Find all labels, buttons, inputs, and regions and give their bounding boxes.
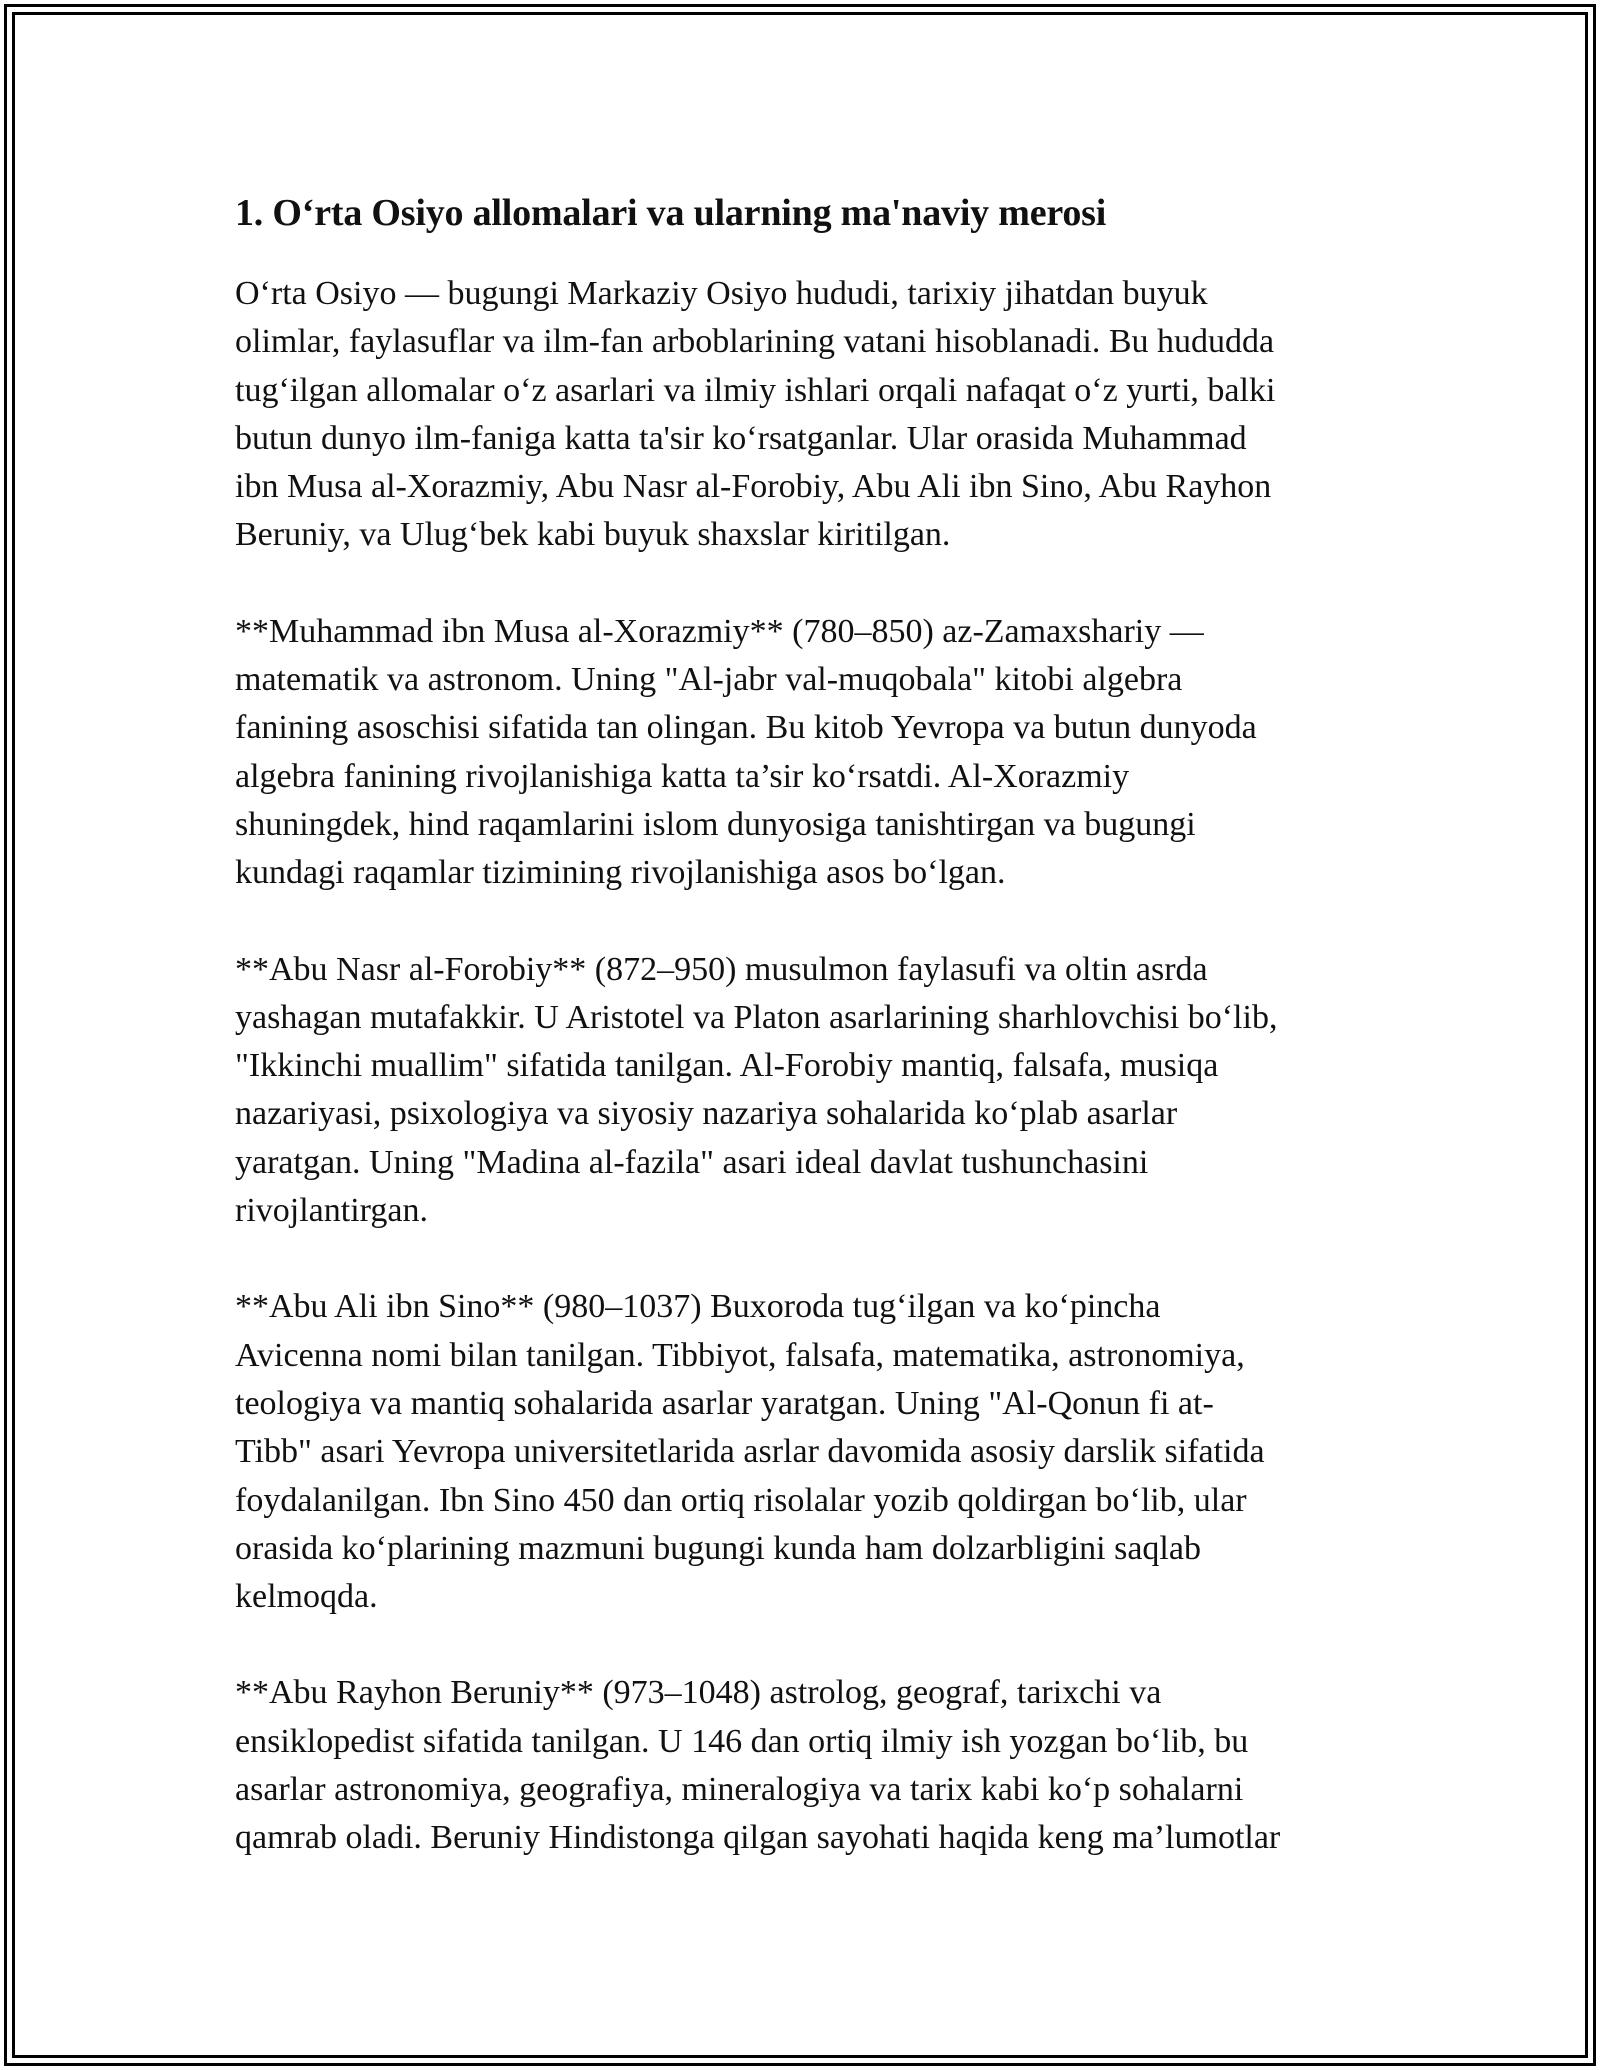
text-line: nazariyasi, psixologiya va siyosiy nazariya sohalarida ko‘plab asarlar bbox=[235, 1095, 1178, 1133]
text-line: ibn Musa al-Xorazmiy, Abu Nasr al-Forobiy, Abu Ali ibn Sino, Abu Rayhon bbox=[235, 468, 1272, 506]
text-line: yashagan mutafakkir. U Aristotel va Platon asarlarining sharhlovchisi bo‘lib, bbox=[235, 998, 1278, 1036]
text-line: teologiya va mantiq sohalarida asarlar yaratgan. Uning "Al-Qonun fi at- bbox=[235, 1384, 1214, 1422]
text-line: yaratgan. Uning "Madina al-fazila" asari ideal davlat tushunchasini bbox=[235, 1143, 1149, 1181]
text-line: **Muhammad ibn Musa al-Xorazmiy** (780–850) az-Zamaxshariy — bbox=[235, 612, 1204, 650]
document-body bbox=[235, 186, 1375, 1911]
text-line: Tibb" asari Yevropa universitetlarida asrlar davomida asosiy darslik sifatida bbox=[235, 1433, 1265, 1471]
text-line: **Abu Nasr al-Forobiy** (872–950) musulmon faylasufi va oltin asrda bbox=[235, 950, 1208, 988]
text-line: **Abu Rayhon Beruniy** (973–1048) astrolog, geograf, tarixchi va bbox=[235, 1674, 1162, 1712]
text-line: tug‘ilgan allomalar o‘z asarlari va ilmiy ishlari orqali nafaqat o‘z yurti, balki bbox=[235, 371, 1276, 409]
text-line: "Ikkinchi muallim" sifatida tanilgan. Al-Forobiy mantiq, falsafa, musiqa bbox=[235, 1047, 1219, 1085]
text-line: Beruniy, va Ulug‘bek kabi buyuk shaxslar kiritilgan. bbox=[235, 516, 951, 554]
text-line: qamrab oladi. Beruniy Hindistonga qilgan sayohati haqida keng ma’lumotlar bbox=[235, 1819, 1281, 1857]
text-line: fanining asoschisi sifatida tan olingan. Bu kitob Yevropa va butun dunyoda bbox=[235, 709, 1257, 747]
text-line: shuningdek, hind raqamlarini islom dunyosiga tanishtirgan va bugungi bbox=[235, 805, 1196, 843]
text-line: butun dunyo ilm-faniga katta ta'sir ko‘rsatganlar. Ular orasida Muhammad bbox=[235, 419, 1247, 457]
text-line: olimlar, faylasuflar va ilm-fan arboblarining vatani hisoblanadi. Bu hududda bbox=[235, 323, 1275, 361]
text-line: kundagi raqamlar tizimining rivojlanishiga asos bo‘lgan. bbox=[235, 854, 1006, 892]
section-heading: 1. O‘rta Osiyo allomalari va ularning ma'naviy merosi bbox=[235, 192, 1107, 234]
text-line: foydalanilgan. Ibn Sino 450 dan ortiq risolalar yozib qoldirgan bo‘lib, ular bbox=[235, 1481, 1247, 1519]
paragraph-beruniy bbox=[235, 1669, 1375, 1862]
text-line: **Abu Ali ibn Sino** (980–1037) Buxoroda tug‘ilgan va ko‘pincha bbox=[235, 1288, 1161, 1326]
text-line: matematik va astronom. Uning "Al-jabr val-muqobala" kitobi algebra bbox=[235, 661, 1183, 699]
text-line: algebra fanining rivojlanishiga katta ta’sir ko‘rsatdi. Al-Xorazmiy bbox=[235, 757, 1130, 795]
paragraph-xorazmiy bbox=[235, 608, 1375, 898]
paragraph-forobiy bbox=[235, 946, 1375, 1236]
text-line: kelmoqda. bbox=[235, 1578, 378, 1616]
text-line: ensiklopedist sifatida tanilgan. U 146 dan ortiq ilmiy ish yozgan bo‘lib, bu bbox=[235, 1722, 1249, 1760]
paragraph-intro bbox=[235, 270, 1375, 560]
text-line: O‘rta Osiyo — bugungi Markaziy Osiyo hududi, tarixiy jihatdan buyuk bbox=[235, 275, 1208, 312]
text-line: asarlar astronomiya, geografiya, mineralogiya va tarix kabi ko‘p sohalarni bbox=[235, 1771, 1244, 1809]
text-line: rivojlantirgan. bbox=[235, 1192, 428, 1230]
text-line: Avicenna nomi bilan tanilgan. Tibbiyot, falsafa, matematika, astronomiya, bbox=[235, 1336, 1245, 1374]
paragraph-ibn-sino bbox=[235, 1283, 1375, 1621]
text-line: orasida ko‘plarining mazmuni bugungi kunda ham dolzarbligini saqlab bbox=[235, 1529, 1201, 1567]
